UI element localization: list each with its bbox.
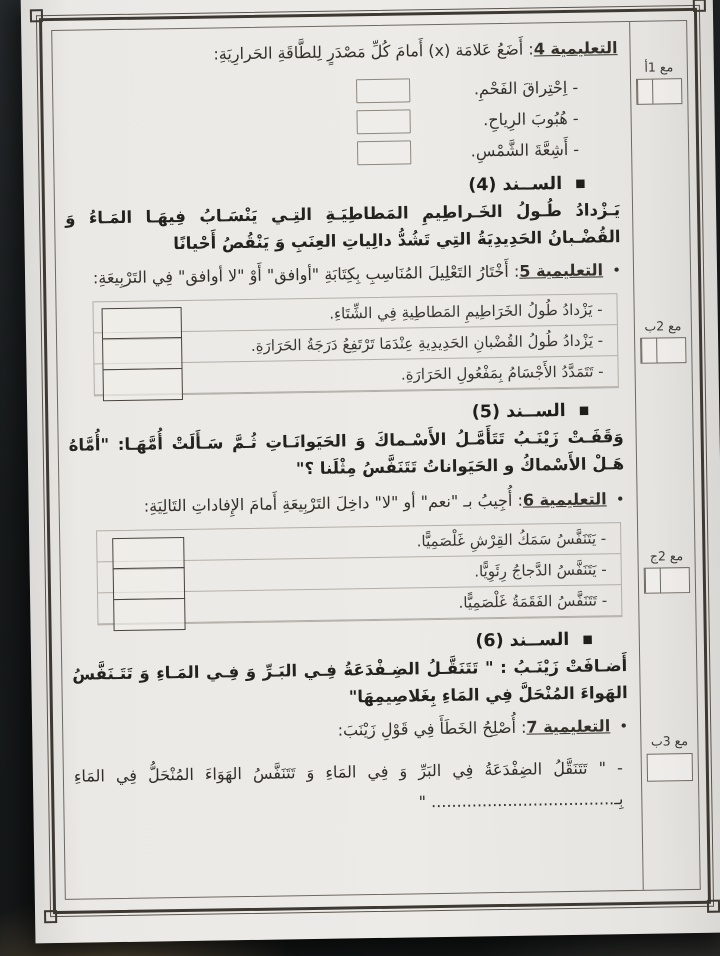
margin-mark bbox=[646, 733, 693, 782]
score-cell bbox=[660, 568, 675, 592]
score-cell bbox=[656, 338, 671, 362]
instruction-4-text: : أَضَعُ عَلامَة (x) أَمامَ كُلِّ مَصْدَرٍ لِلطَّاقَةِ الحَرارِيَةِ: bbox=[213, 39, 534, 64]
instruction-7-line bbox=[73, 712, 628, 749]
score-cell bbox=[671, 338, 685, 362]
instruction-6-text: : أُجِيبُ بـ "نعم" أو "لا" داخِلَ التَرْبِيعَةِ أَمامَ الإِفاداتِ التَالِيَةِ: bbox=[143, 490, 524, 516]
worksheet-page bbox=[21, 0, 720, 943]
sanad-5-number: (5) bbox=[471, 402, 501, 423]
check-item-label: - اِحْتِراقَ الفَحْمِ. bbox=[473, 77, 579, 99]
round-bullet-icon: • bbox=[615, 490, 625, 509]
score-cell bbox=[652, 79, 667, 103]
frame-corner-icon bbox=[693, 0, 706, 12]
frame-corner-icon bbox=[44, 910, 57, 923]
instruction-6-line bbox=[69, 485, 624, 522]
answer-box[interactable] bbox=[113, 567, 185, 600]
square-bullet-icon: ■ bbox=[575, 176, 586, 190]
answer-checkbox[interactable] bbox=[356, 78, 410, 103]
heat-source-checklist bbox=[63, 72, 579, 173]
answer-box-column bbox=[112, 538, 185, 631]
answer-box[interactable] bbox=[102, 307, 182, 340]
instruction-5-label: التعليمية 5 bbox=[519, 260, 604, 281]
row-text: - يَتَنَفَّسُ سَمَكُ القِرْشِ غَلْصَمِيًّا. bbox=[416, 529, 607, 551]
sanad-5-title: الســند bbox=[505, 400, 566, 422]
round-bullet-icon: • bbox=[619, 717, 629, 736]
frame-corner-icon bbox=[30, 9, 43, 22]
margin-mark-label: مع 2ب bbox=[644, 318, 682, 334]
score-box bbox=[647, 753, 693, 782]
instruction-5-text: : أَخْتَارُ التَعْلِيلَ المُنَاسِبِ بِكِتَابَةِ "أوافق" أَوْ "لا أوافق" فِي التَرْبِيعَةِ: bbox=[92, 261, 520, 288]
instruction-7-label: التعليمية 7 bbox=[526, 716, 611, 737]
sanad-4-number: (4) bbox=[468, 175, 497, 196]
agree-table bbox=[92, 293, 618, 396]
score-cell bbox=[637, 80, 652, 104]
instruction-5-line bbox=[66, 256, 621, 293]
sanad-6-paragraph: أَضـافَتْ زَيْنَـبُ : " تَتَنَقَّـلُ الضِـفْدَعَةُ فِـي البَـرِّ وَ فِـي المَـاءِ وَ تَتَـنَفَّسُ الهَواءَ المُنْحَلَّ فِي المَاءِ بِغَلاصِيمِهَا" bbox=[72, 656, 628, 707]
check-item-label: - أَشِعَّةَ الشَّمْسِ. bbox=[470, 139, 580, 161]
row-text: - تَتَمَدَّدُ الأَجْسَامُ بِمَفْعُولِ الحَرَارَةِ. bbox=[400, 362, 604, 384]
score-cell bbox=[645, 569, 660, 593]
instruction-4-line bbox=[62, 34, 617, 70]
row-text: - تَتَنَفَّسُ الفَقَمَةُ غَلْصَمِيًّا. bbox=[458, 591, 608, 612]
row-text: - يَزْدادُ طُولُ القُضْبانِ الحَدِيدِيةِ عِنْدَمَا تَرْتَفِعُ دَرَجَةُ الحَرَارَةِ. bbox=[250, 331, 604, 355]
instruction-4-label: التعليمية 4 bbox=[533, 38, 618, 59]
instruction-7-text: : أُصْلِحُ الخَطَأَ فِي قَوْلِ زَيْنَبَ: bbox=[337, 717, 527, 740]
margin-mark bbox=[636, 59, 683, 105]
score-cells bbox=[640, 337, 686, 364]
score-cell bbox=[641, 339, 656, 363]
score-cells bbox=[644, 567, 690, 594]
check-item-label: - هُبُوبَ الرِياحِ. bbox=[483, 108, 579, 130]
score-cell bbox=[675, 568, 689, 592]
frame-corner-icon bbox=[707, 900, 720, 913]
content-frame bbox=[51, 20, 701, 900]
score-cells bbox=[636, 78, 682, 105]
answer-box[interactable] bbox=[102, 337, 182, 370]
margin-mark bbox=[640, 318, 687, 364]
answer-checkbox[interactable] bbox=[357, 140, 411, 165]
answer-box[interactable] bbox=[112, 536, 184, 569]
score-cell bbox=[667, 79, 681, 103]
answer-box[interactable] bbox=[103, 367, 183, 400]
instruction-6-label: التعليمية 6 bbox=[522, 489, 607, 510]
round-bullet-icon: • bbox=[612, 261, 622, 280]
sanad-6-number: (6) bbox=[475, 630, 504, 652]
yesno-table bbox=[96, 522, 622, 625]
page-border-frame bbox=[36, 5, 714, 917]
answer-box[interactable] bbox=[113, 597, 185, 630]
answer-box-column bbox=[102, 308, 183, 401]
correction-answer-line[interactable]: - " تَتَنَقَّلُ الضِفْدَعَةُ فِي البَرِّ وَ فِي المَاءِ وَ تَتَنَفَّسُ الهَوَاءَ المُنْحَلُّ فِي المَاءِ بِـ.................................... " bbox=[73, 758, 624, 812]
margin-mark-label: مع 3ب bbox=[650, 733, 689, 749]
margin-mark bbox=[643, 548, 690, 594]
margin-mark-label: مع 2ج bbox=[649, 548, 684, 564]
sanad-5-paragraph: وَقَفَـتْ زَيْنَـبُ تَتَأَمَّـلُ الأَسْـماكَ وَ الحَيَوانَـاتِ ثُـمَّ سَـأَلَتْ أُمَّهَـا: "أُمَّاهُ هَـلْ الأَسْماكُ و الحَيَواناتُ تَتَنَفَّسُ مِثْلَنا ؟" bbox=[68, 427, 625, 479]
square-bullet-icon: ■ bbox=[582, 632, 593, 646]
square-bullet-icon: ■ bbox=[578, 403, 590, 417]
margin-mark-label: مع 1أ bbox=[644, 59, 674, 75]
row-text: - يَزْدادُ طُولُ الخَرَاطِيمِ المَطاطِيةِ فِي الشِّتَاءِ. bbox=[329, 300, 603, 323]
sanad-4-title: الســند bbox=[502, 174, 563, 195]
sanad-4-paragraph: يَـزْدادُ طُـولُ الخَـراطِيمِ المَطاطِيَـةِ التِـي يَنْسَـابُ فِيهَـا المَـاءُ وَ القُضْـبانُ الحَدِيدِيَةُ التِي تَشُدُّ دالِياتِ العِنَبِ وَ يَنْقُصُ أَحْيانًا bbox=[64, 200, 621, 254]
sanad-6-title: الســند bbox=[509, 629, 570, 651]
row-text: - يَتَنَفَّسُ الدَّجاجُ رِئَوِيًّا. bbox=[474, 560, 607, 581]
answer-checkbox[interactable] bbox=[356, 109, 410, 134]
worksheet-content bbox=[52, 22, 643, 899]
